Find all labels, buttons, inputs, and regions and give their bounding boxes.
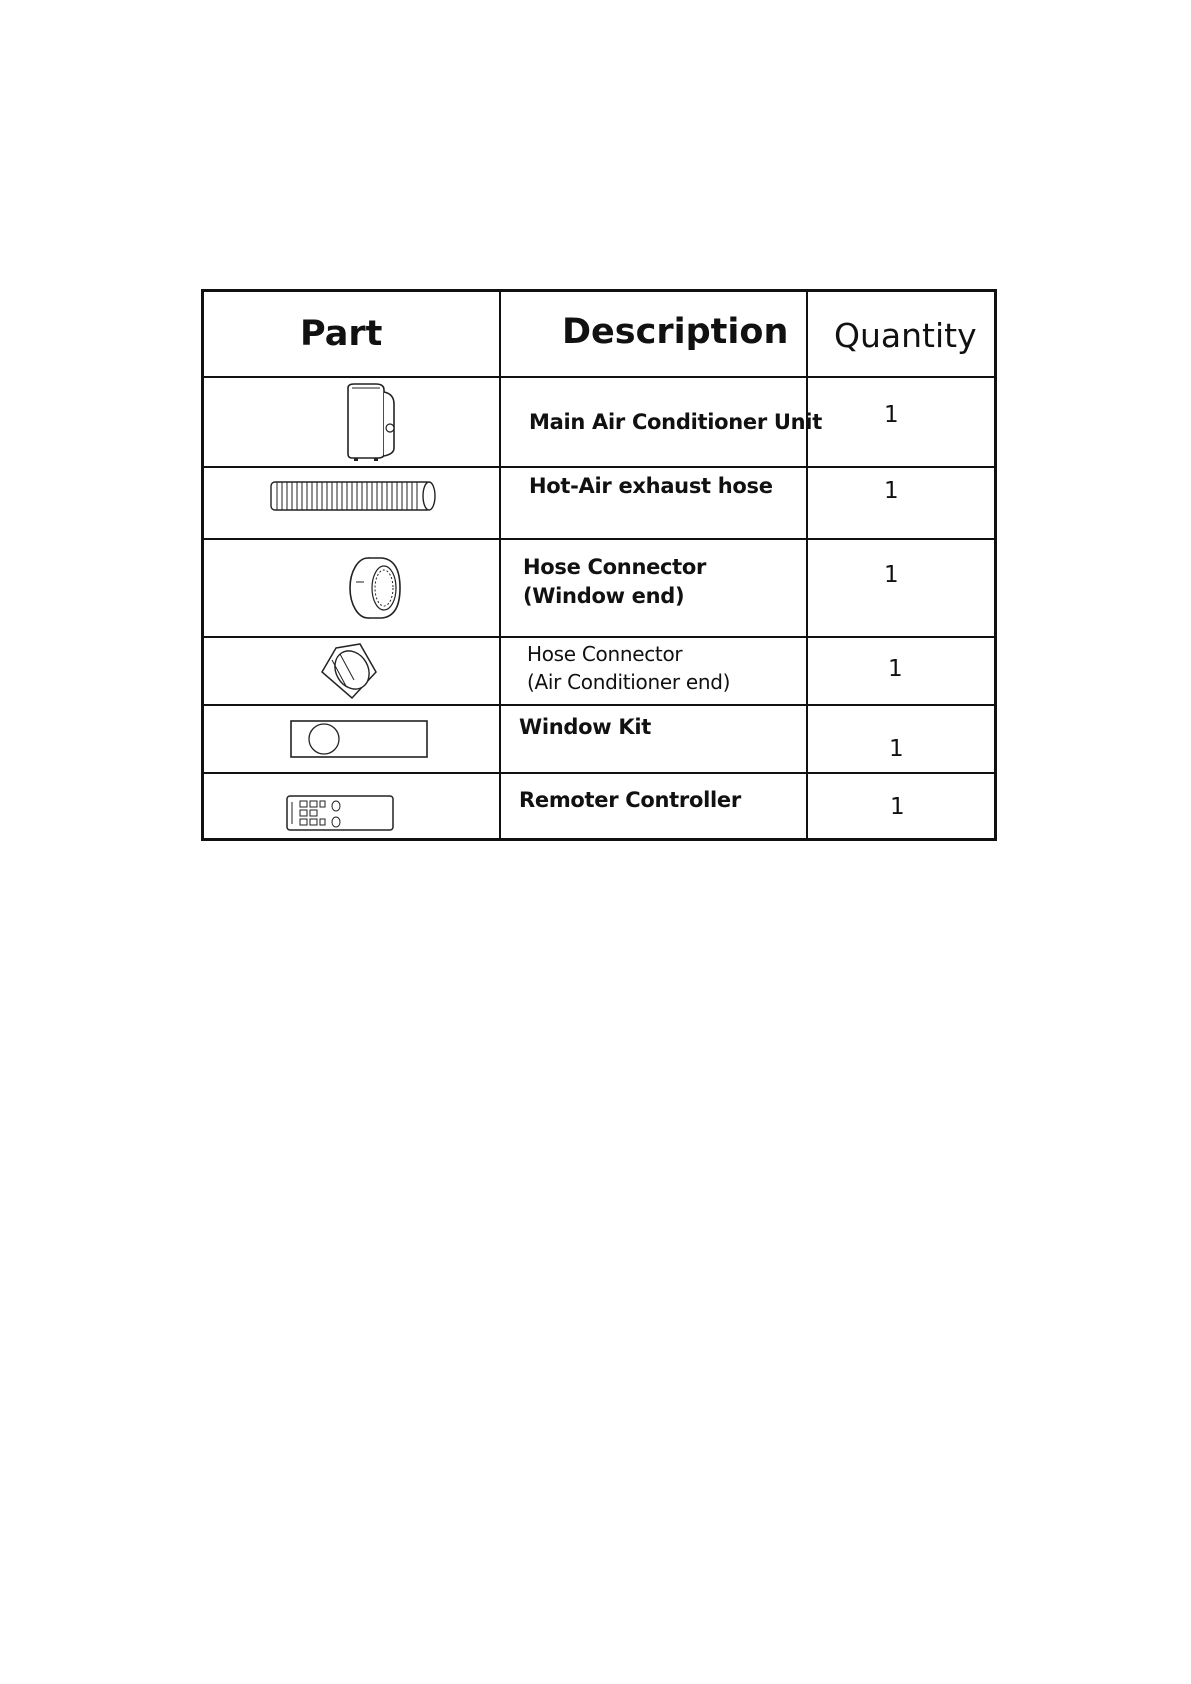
parts-table	[201, 289, 997, 841]
description-line: Main Air Conditioner Unit	[529, 410, 822, 434]
quantity-value: 1	[889, 736, 904, 762]
table-row	[204, 540, 994, 638]
quantity-value: 1	[884, 402, 899, 428]
unit-end-connector-icon	[318, 642, 380, 702]
part-cell	[204, 638, 501, 704]
part-cell	[204, 540, 501, 636]
header-description: Description	[562, 312, 789, 352]
description-cell	[501, 468, 808, 538]
quantity-cell	[808, 378, 994, 466]
table-row	[204, 378, 994, 468]
quantity-value: 1	[890, 794, 905, 820]
window-end-connector-icon	[344, 552, 404, 622]
quantity-value: 1	[884, 478, 899, 504]
table-row	[204, 774, 994, 838]
table-row	[204, 706, 994, 774]
description-line: (Window end)	[523, 584, 685, 608]
description-line: Remoter Controller	[519, 788, 741, 812]
quantity-cell	[808, 468, 994, 538]
window-kit-icon	[290, 720, 430, 760]
description-cell	[501, 540, 808, 636]
header-cell-part	[204, 292, 501, 376]
remote-controller-icon	[286, 794, 396, 834]
description-line: Hose Connector	[527, 642, 683, 666]
table-row	[204, 638, 994, 706]
part-cell	[204, 378, 501, 466]
quantity-value: 1	[888, 656, 903, 682]
part-cell	[204, 706, 501, 772]
table-header-row	[204, 292, 994, 378]
header-cell-quantity	[808, 292, 994, 376]
header-quantity: Quantity	[834, 316, 977, 355]
quantity-cell	[808, 706, 994, 772]
quantity-cell	[808, 774, 994, 838]
quantity-value: 1	[884, 562, 899, 588]
part-cell	[204, 774, 501, 838]
description-cell	[501, 774, 808, 838]
air-conditioner-unit-icon	[342, 382, 400, 462]
exhaust-hose-icon	[269, 476, 439, 516]
part-cell	[204, 468, 501, 538]
description-line: (Air Conditioner end)	[527, 670, 731, 694]
header-part: Part	[300, 314, 383, 354]
quantity-cell	[808, 638, 994, 704]
description-line: Hot-Air exhaust hose	[529, 474, 773, 498]
quantity-cell	[808, 540, 994, 636]
description-line: Hose Connector	[523, 555, 707, 579]
table-row	[204, 468, 994, 540]
description-cell	[501, 378, 822, 466]
description-cell	[501, 706, 808, 772]
header-cell-description	[501, 292, 808, 376]
description-line: Window Kit	[519, 715, 651, 739]
description-cell	[501, 638, 808, 704]
